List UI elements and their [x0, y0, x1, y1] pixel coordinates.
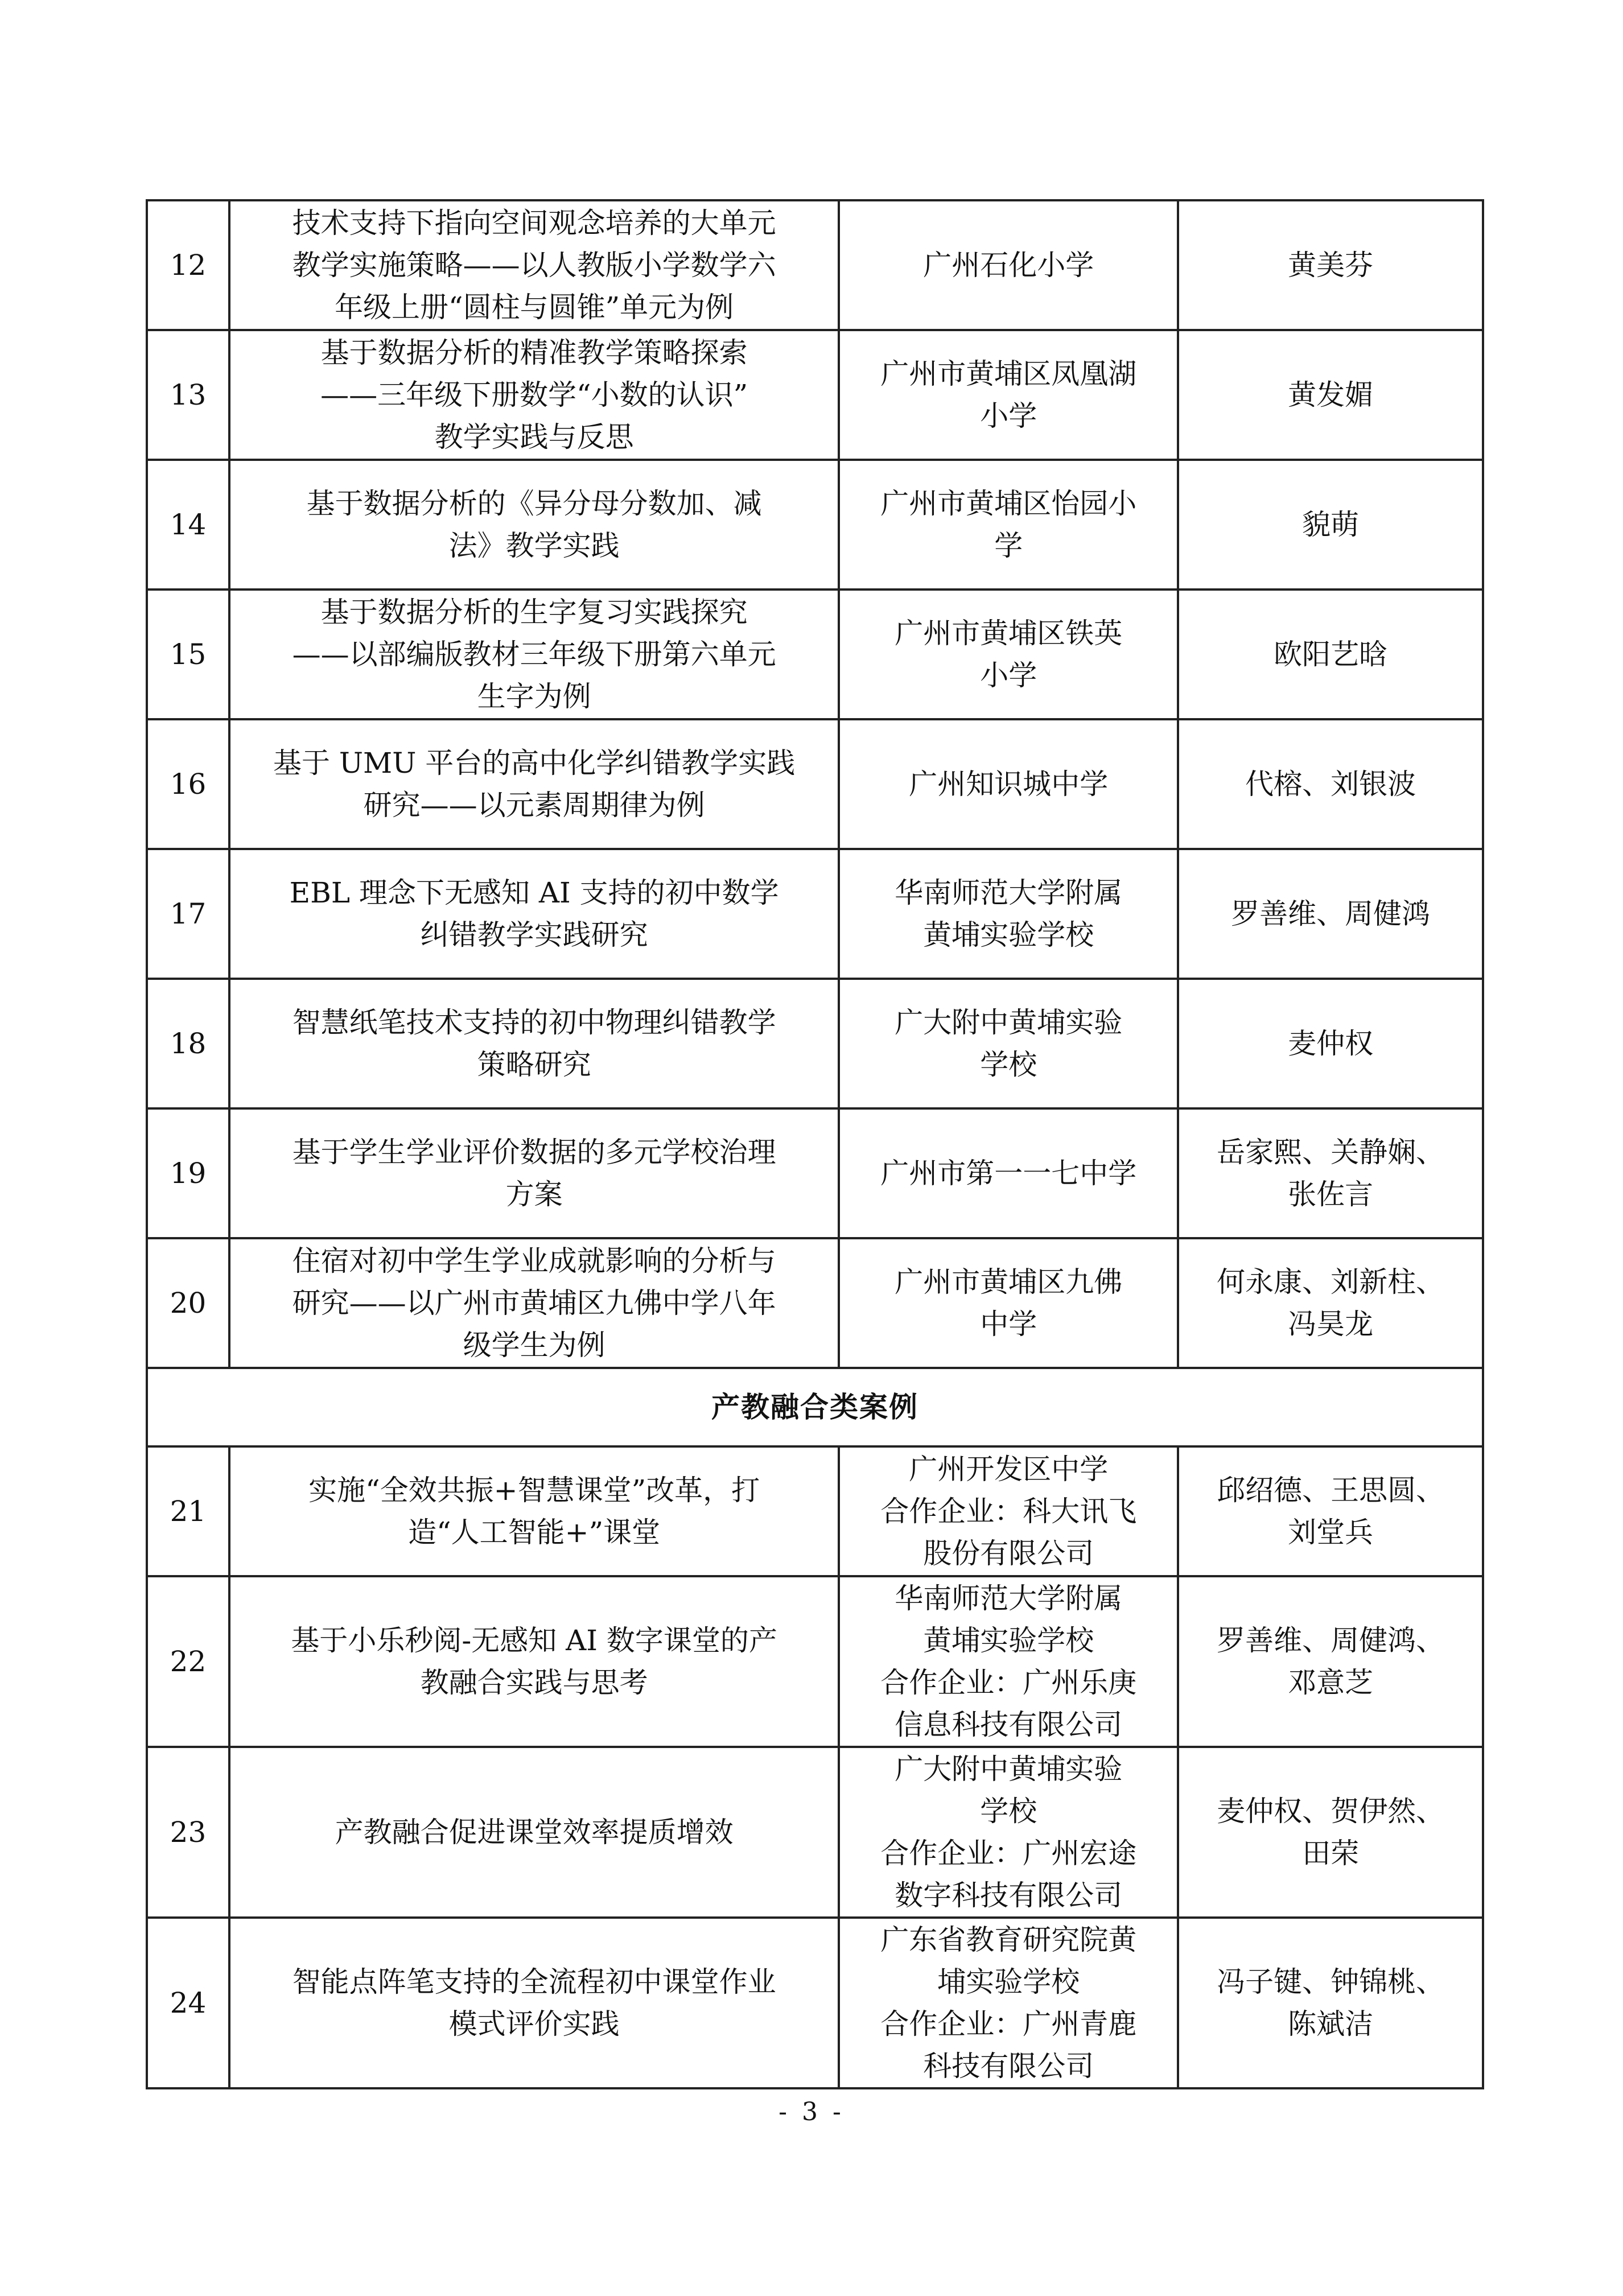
case-title-line: 智能点阵笔支持的全流程初中课堂作业 — [292, 1965, 776, 1998]
school-unit-line: 黄埔实验学校 — [923, 918, 1094, 951]
case-title-line: 方案 — [505, 1178, 563, 1211]
table-row — [147, 1918, 1483, 2088]
row-number: 16 — [147, 719, 229, 849]
row-number: 15 — [147, 590, 229, 719]
case-title-line: 产教融合促进课堂效率提质增效 — [335, 1816, 734, 1849]
authors — [1178, 1108, 1483, 1238]
authors-line: 岳家熙、关静娴、 — [1217, 1136, 1445, 1169]
school-unit-line: 合作企业：科大讯飞 — [880, 1495, 1137, 1528]
school-unit-line: 华南师范大学附属 — [895, 876, 1123, 909]
school-unit-line: 广州知识城中学 — [909, 768, 1109, 801]
school-unit-line: 埔实验学校 — [937, 1965, 1080, 1998]
case-title-line: 模式评价实践 — [448, 2008, 620, 2041]
case-title — [229, 1747, 839, 1918]
case-title — [229, 1238, 839, 1368]
school-unit-line: 广州市第一一七中学 — [880, 1157, 1137, 1190]
row-number: 17 — [147, 849, 229, 979]
authors-line: 何永康、刘新柱、 — [1217, 1266, 1445, 1299]
case-title — [229, 590, 839, 719]
case-title-line: 纠错教学实践研究 — [420, 918, 648, 951]
table-row — [147, 330, 1483, 460]
table-row — [147, 590, 1483, 719]
row-number: 18 — [147, 979, 229, 1108]
case-title-line: 住宿对初中学生学业成就影响的分析与 — [292, 1244, 776, 1277]
row-number: 19 — [147, 1108, 229, 1238]
case-title-line: 实施“全效共振+智慧课堂”改革，打 — [308, 1474, 760, 1507]
table-row — [147, 1446, 1483, 1576]
case-title-line: 年级上册“圆柱与圆锥”单元为例 — [335, 291, 734, 324]
case-title-line: 基于小乐秒阅-无感知 AI 数字课堂的产 — [291, 1624, 777, 1657]
authors-line: 冯子键、钟锦桃、 — [1217, 1965, 1445, 1998]
authors — [1178, 719, 1483, 849]
authors — [1178, 1747, 1483, 1918]
case-title — [229, 719, 839, 849]
authors — [1178, 979, 1483, 1108]
school-unit — [839, 1238, 1178, 1368]
table-row — [147, 719, 1483, 849]
school-unit — [839, 719, 1178, 849]
case-title — [229, 200, 839, 330]
authors-line: 麦仲权、贺伊然、 — [1217, 1795, 1445, 1828]
case-title-line: ——三年级下册数学“小数的认识” — [320, 378, 748, 411]
case-title-line: 基于数据分析的精准教学策略探索 — [320, 336, 748, 369]
case-title-line: 技术支持下指向空间观念培养的大单元 — [292, 207, 776, 240]
school-unit-line: 小学 — [980, 399, 1037, 432]
authors-line: 黄美芬 — [1288, 249, 1374, 282]
authors-line: 邓意芝 — [1288, 1666, 1374, 1699]
authors — [1178, 1238, 1483, 1368]
authors — [1178, 849, 1483, 979]
case-title-line: 生字为例 — [477, 680, 591, 713]
case-title-line: 基于数据分析的生字复习实践探究 — [320, 596, 748, 629]
school-unit-line: 广州市黄埔区怡园小 — [880, 487, 1137, 520]
case-title — [229, 1918, 839, 2088]
authors-line: 田荣 — [1302, 1837, 1360, 1870]
page-number: - 3 - — [778, 2097, 845, 2126]
school-unit-line: 广州市黄埔区九佛 — [895, 1266, 1123, 1299]
school-unit-line: 合作企业：广州青鹿 — [880, 2008, 1137, 2041]
row-number: 22 — [147, 1576, 229, 1747]
row-number: 14 — [147, 460, 229, 590]
case-title-line: 教学实践与反思 — [434, 421, 634, 454]
case-title-line: 策略研究 — [477, 1048, 591, 1081]
school-unit-line: 科技有限公司 — [923, 2050, 1094, 2083]
authors-line: 刘堂兵 — [1288, 1516, 1374, 1549]
school-unit — [839, 1108, 1178, 1238]
table-row — [147, 1576, 1483, 1747]
school-unit-line: 学 — [994, 529, 1023, 562]
authors-line: 邱绍德、王思圆、 — [1217, 1474, 1445, 1507]
school-unit-line: 中学 — [980, 1308, 1037, 1341]
case-title-line: ——以部编版教材三年级下册第六单元 — [292, 638, 776, 671]
school-unit — [839, 590, 1178, 719]
school-unit — [839, 1446, 1178, 1576]
case-title-line: 基于学生学业评价数据的多元学校治理 — [292, 1136, 776, 1169]
case-title-line: 教融合实践与思考 — [420, 1666, 648, 1699]
case-title — [229, 849, 839, 979]
authors-line: 罗善维、周健鸿、 — [1217, 1624, 1445, 1657]
authors — [1178, 200, 1483, 330]
school-unit — [839, 1747, 1178, 1918]
case-title-line: 基于数据分析的《异分母分数加、减 — [306, 487, 762, 520]
school-unit — [839, 330, 1178, 460]
section-row — [147, 1368, 1483, 1446]
case-title — [229, 1446, 839, 1576]
school-unit-line: 合作企业：广州宏途 — [880, 1837, 1137, 1870]
school-unit-line: 广州开发区中学 — [909, 1453, 1109, 1486]
school-unit-line: 股份有限公司 — [923, 1537, 1094, 1570]
school-unit — [839, 849, 1178, 979]
case-title-line: 研究——以元素周期律为例 — [363, 789, 705, 822]
school-unit-line: 数字科技有限公司 — [895, 1879, 1123, 1912]
school-unit-line: 小学 — [980, 659, 1037, 692]
authors-line: 麦仲权 — [1288, 1027, 1374, 1060]
school-unit-line: 华南师范大学附属 — [895, 1582, 1123, 1615]
school-unit-line: 黄埔实验学校 — [923, 1624, 1094, 1657]
case-title — [229, 1108, 839, 1238]
school-unit-line: 合作企业：广州乐庚 — [880, 1666, 1137, 1699]
school-unit-line: 广大附中黄埔实验 — [895, 1753, 1123, 1786]
table-row — [147, 1108, 1483, 1238]
case-title — [229, 330, 839, 460]
section-title: 产教融合类案例 — [147, 1368, 1483, 1446]
authors-line: 罗善维、周健鸿 — [1231, 897, 1431, 930]
authors — [1178, 460, 1483, 590]
school-unit-line: 广州市黄埔区铁英 — [895, 617, 1123, 650]
school-unit — [839, 460, 1178, 590]
case-title-line: 智慧纸笔技术支持的初中物理纠错教学 — [292, 1006, 776, 1039]
case-title — [229, 979, 839, 1108]
authors-line: 貌萌 — [1302, 508, 1360, 541]
school-unit-line: 广大附中黄埔实验 — [895, 1006, 1123, 1039]
table-row — [147, 979, 1483, 1108]
school-unit — [839, 979, 1178, 1108]
case-title-line: 研究——以广州市黄埔区九佛中学八年 — [292, 1287, 776, 1320]
table-row — [147, 200, 1483, 330]
row-number: 21 — [147, 1446, 229, 1576]
school-unit-line: 学校 — [980, 1048, 1037, 1081]
case-title-line: 法》教学实践 — [448, 529, 620, 562]
school-unit-line: 广州石化小学 — [923, 249, 1094, 282]
school-unit-line: 学校 — [980, 1795, 1037, 1828]
authors-line: 冯昊龙 — [1288, 1308, 1374, 1341]
case-title-line: 造“人工智能+”课堂 — [408, 1516, 661, 1549]
row-number: 23 — [147, 1747, 229, 1918]
authors — [1178, 1446, 1483, 1576]
row-number: 20 — [147, 1238, 229, 1368]
row-number: 13 — [147, 330, 229, 460]
school-unit-line: 广东省教育研究院黄 — [880, 1923, 1137, 1956]
authors-line: 欧阳艺晗 — [1274, 638, 1388, 671]
authors — [1178, 1918, 1483, 2088]
case-table-body — [147, 200, 1483, 2088]
row-number: 24 — [147, 1918, 229, 2088]
table-row — [147, 1747, 1483, 1918]
authors — [1178, 590, 1483, 719]
authors — [1178, 1576, 1483, 1747]
row-number: 12 — [147, 200, 229, 330]
case-title — [229, 460, 839, 590]
school-unit — [839, 200, 1178, 330]
case-title — [229, 1576, 839, 1747]
authors-line: 黄发媚 — [1288, 378, 1374, 411]
school-unit — [839, 1918, 1178, 2088]
case-title-line: 级学生为例 — [463, 1329, 605, 1362]
school-unit-line: 信息科技有限公司 — [895, 1708, 1123, 1741]
table-row — [147, 849, 1483, 979]
authors — [1178, 330, 1483, 460]
case-table — [146, 199, 1484, 2089]
case-title-line: 教学实施策略——以人教版小学数学六 — [292, 249, 776, 282]
school-unit — [839, 1576, 1178, 1747]
authors-line: 陈斌洁 — [1288, 2008, 1374, 2041]
table-row — [147, 460, 1483, 590]
authors-line: 代榕、刘银波 — [1245, 768, 1416, 801]
case-title-line: 基于 UMU 平台的高中化学纠错教学实践 — [273, 747, 796, 780]
table-row — [147, 1238, 1483, 1368]
school-unit-line: 广州市黄埔区凤凰湖 — [880, 357, 1137, 390]
case-title-line: EBL 理念下无感知 AI 支持的初中数学 — [289, 876, 779, 909]
authors-line: 张佐言 — [1288, 1178, 1374, 1211]
